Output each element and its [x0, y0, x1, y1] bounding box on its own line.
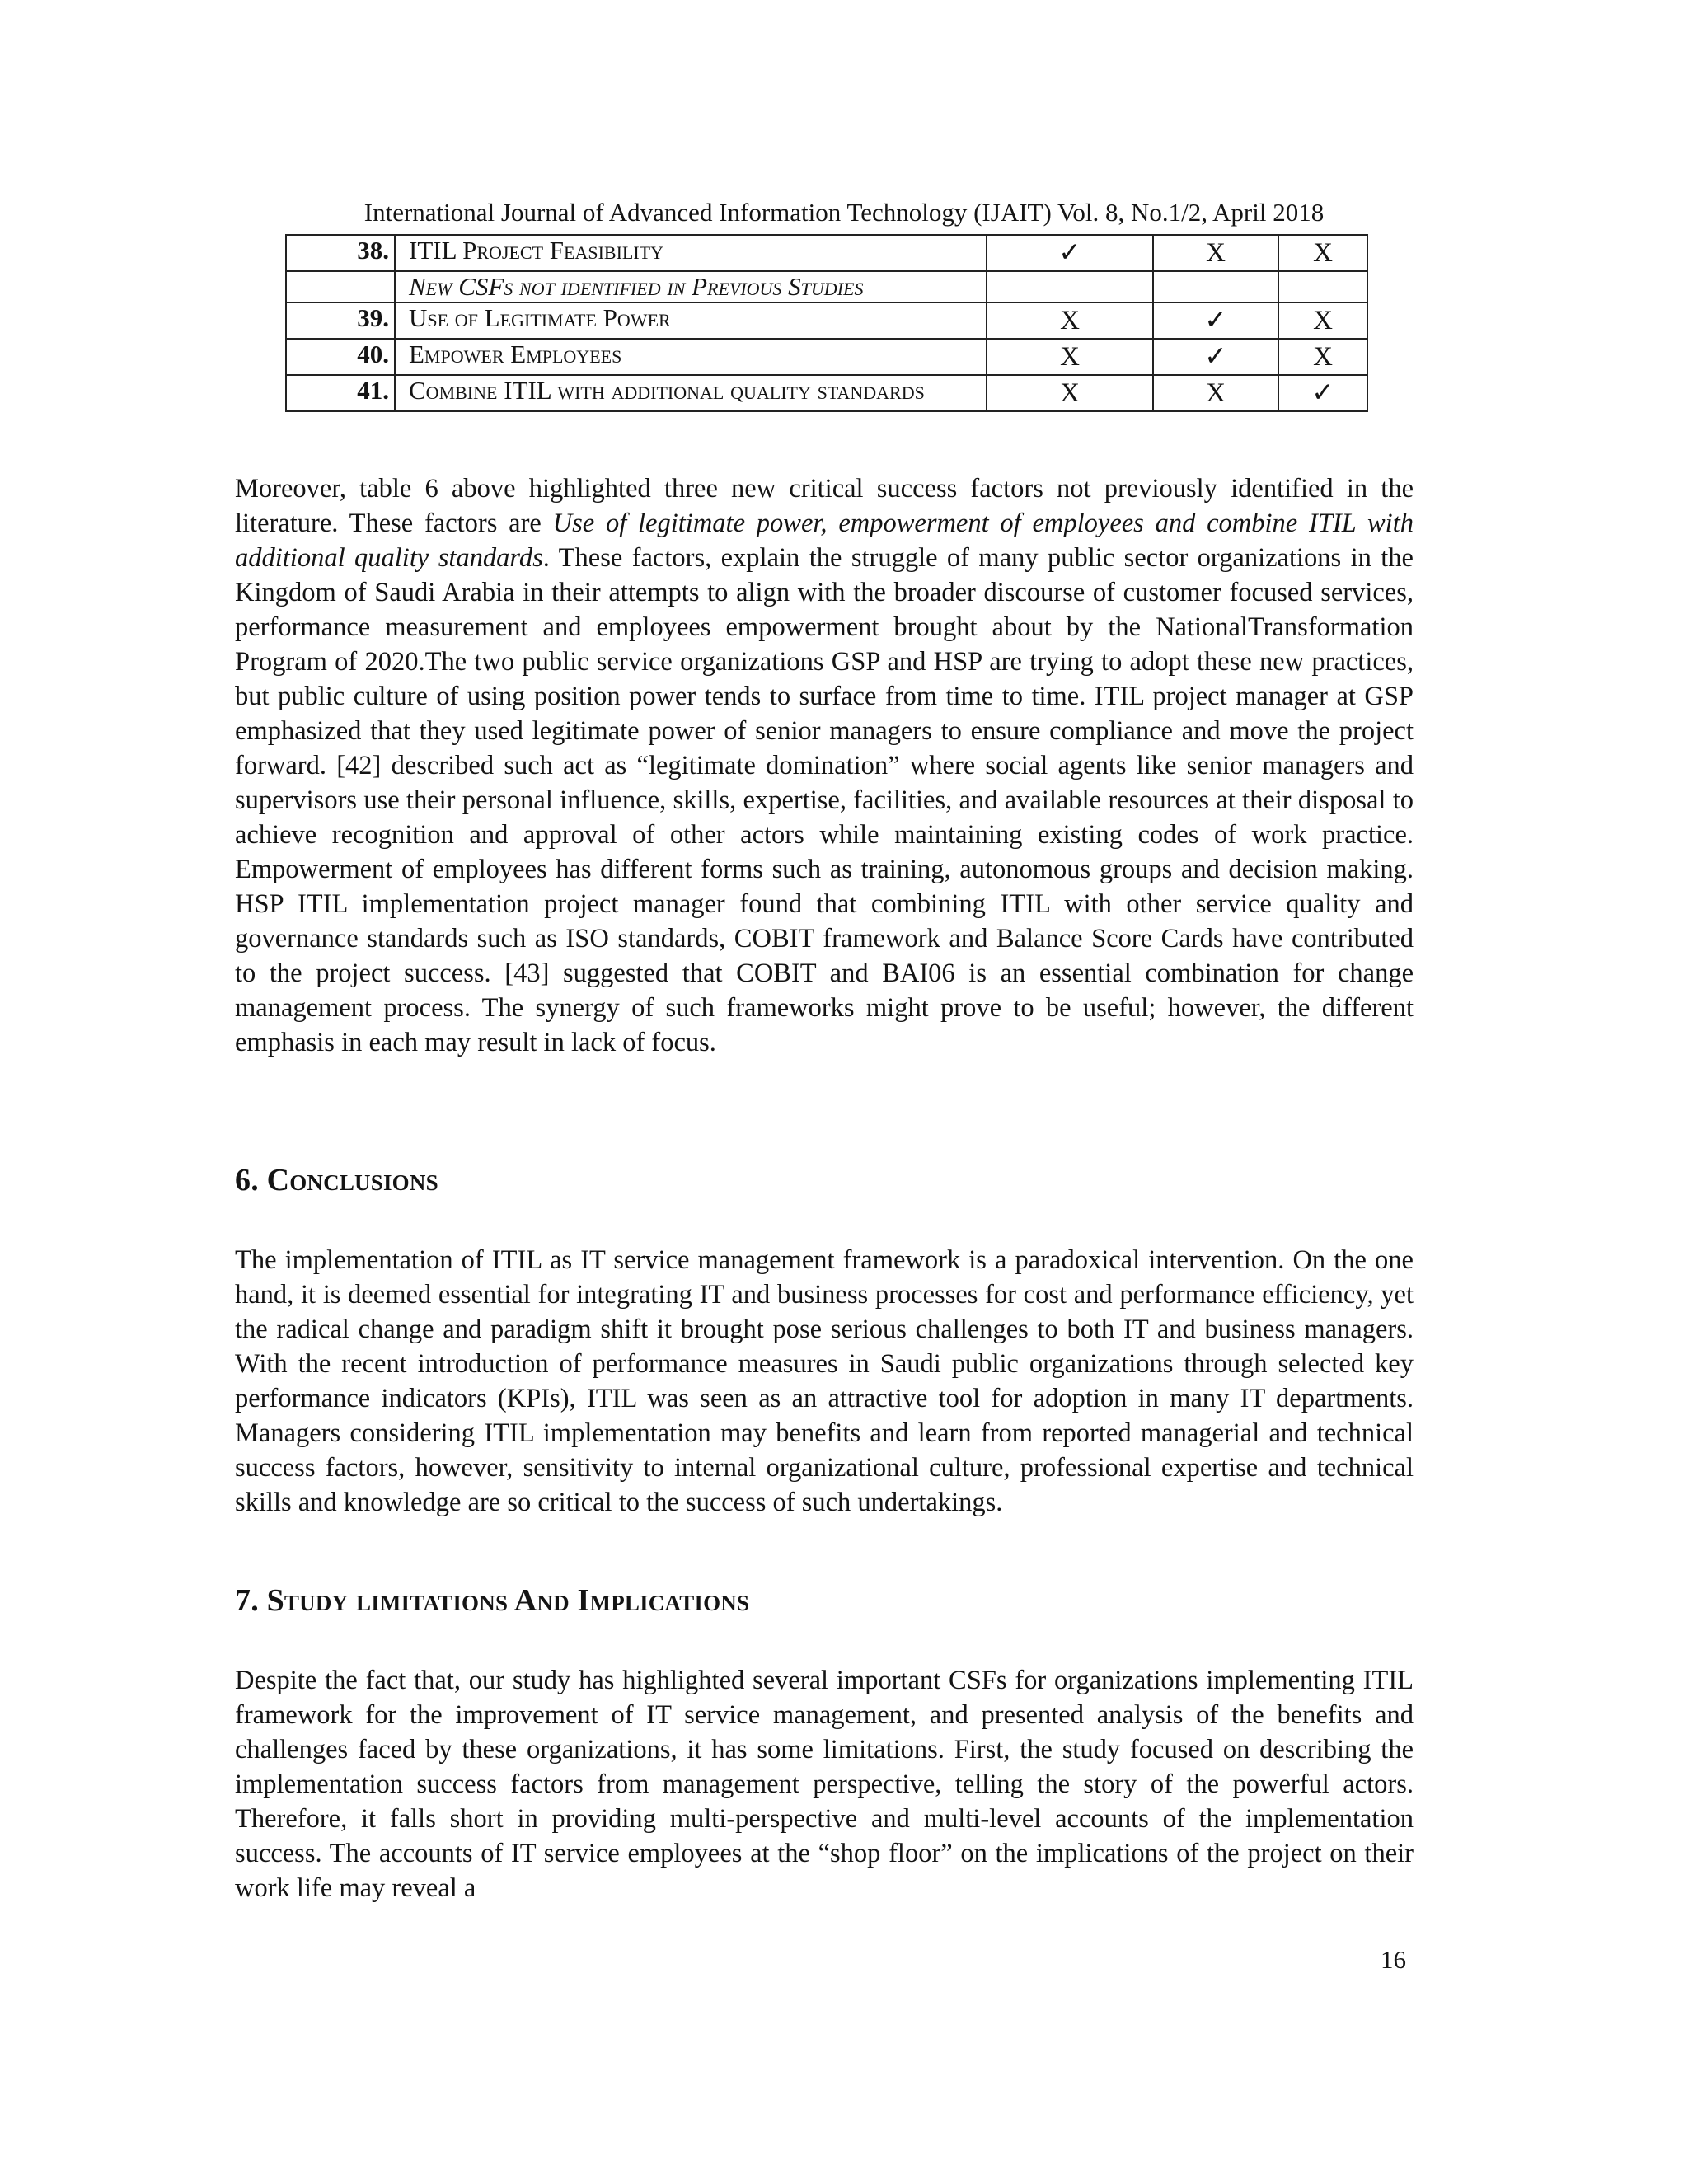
row-number: 39. — [286, 302, 395, 339]
paragraph-emphasis: Use of legitimate power, empowerment of employees and combine ITIL with additional quality standards — [235, 509, 1414, 573]
table-row — [286, 375, 1367, 411]
table-row — [286, 235, 1367, 271]
mark-cell: ✓ — [1278, 375, 1367, 411]
paragraph-discussion — [235, 471, 1414, 1060]
row-number: 40. — [286, 339, 395, 375]
table-row — [286, 302, 1367, 339]
csf-table — [285, 234, 1368, 412]
subheading-cell: New CSFs not identified in Previous Studies — [395, 271, 987, 302]
mark-cell: ✓ — [1153, 302, 1278, 339]
paragraph-conclusions: The implementation of ITIL as IT service management framework is a paradoxical intervention. On the one hand, it is deemed essential for integrating IT and business processes for cost and performance efficiency, yet the radical change and paradigm shift it brought pose serious challenges to both IT and business managers. With the recent introduction of performance measures in Saudi public organizations through selected key performance indicators (KPIs), ITIL was seen as an attractive tool for adoption in many IT departments. Managers considering ITIL implementation may benefits and learn from reported managerial and technical success factors, however, sensitivity to internal organizational culture, professional expertise and technical skills and knowledge are so critical to the success of such undertakings. — [235, 1245, 1414, 1517]
paragraph-limitations: Despite the fact that, our study has highlighted several important CSFs for organizations implementing ITIL framework for the improvement of IT service management, and presented analysis of the benefits and challenges faced by these organizations, it has some limitations. First, the study focused on describing the implementation success factors from management perspective, telling the story of the powerful actors. Therefore, it falls short in providing multi-perspective and multi-level accounts of the implementation success. The accounts of IT service employees at the “shop floor” on the implications of the project on their work life may reveal a — [235, 1666, 1414, 1903]
factor-cell: Use of Legitimate Power — [395, 302, 987, 339]
mark-cell: X — [1153, 235, 1278, 271]
mark-cell: X — [1278, 235, 1367, 271]
mark-cell: ✓ — [987, 235, 1153, 271]
mark-cell — [1278, 271, 1367, 302]
paragraph-text: Moreover, table 6 above highlighted three new critical success factors not previously identified in the literature. These factors are — [235, 474, 1414, 538]
mark-cell: X — [987, 302, 1153, 339]
factor-cell: ITIL Project Feasibility — [395, 235, 987, 271]
page-number: 16 — [1381, 1945, 1406, 1974]
paragraph-text: . These factors, explain the struggle of many public sector organizations in the Kingdom of Saudi Arabia in their attempts to align with the broader discourse of customer focused services, performance measurement and employees empowerment brought about by the NationalTransformation Program of 2020.The two public service organizations GSP and HSP are trying to adopt these new practices, but public culture of using position power tends to surface from time to time. ITIL project manager at GSP emphasized that they used legitimate power of senior managers to ensure compliance and move the project forward. [42] described such act as “legitimate domination” where social agents like senior managers and supervisors use their personal influence, skills, expertise, facilities, and available resources at their disposal to achieve recognition and approval of other actors while maintaining existing codes of work practice. Empowerment of employees has different forms such as training, autonomous groups and decision making. HSP ITIL implementation project manager found that combining ITIL with other service quality and governance standards such as ISO standards, COBIT framework and Balance Score Cards have contributed to the project success. [43] suggested that COBIT and BAI06 is an essential combination for change management process. The synergy of such frameworks might prove to be useful; however, the different emphasis in each may result in lack of focus. — [235, 543, 1414, 1057]
mark-cell: X — [1278, 339, 1367, 375]
factor-cell: Combine ITIL with additional quality standards — [395, 375, 987, 411]
table-row — [286, 339, 1367, 375]
mark-cell: X — [987, 339, 1153, 375]
running-header: International Journal of Advanced Information Technology (IJAIT) Vol. 8, No.1/2, April 2018 — [363, 198, 1325, 227]
mark-cell — [1153, 271, 1278, 302]
mark-cell: X — [1153, 375, 1278, 411]
table-subheading-row — [286, 271, 1367, 302]
mark-cell — [987, 271, 1153, 302]
mark-cell: X — [987, 375, 1153, 411]
section-heading-conclusions: 6. Conclusions — [235, 1163, 438, 1197]
row-number — [286, 271, 395, 302]
section-heading-limitations: 7. Study limitations And Implications — [235, 1583, 750, 1618]
row-number: 41. — [286, 375, 395, 411]
row-number: 38. — [286, 235, 395, 271]
mark-cell: ✓ — [1153, 339, 1278, 375]
mark-cell: X — [1278, 302, 1367, 339]
factor-cell: Empower Employees — [395, 339, 987, 375]
